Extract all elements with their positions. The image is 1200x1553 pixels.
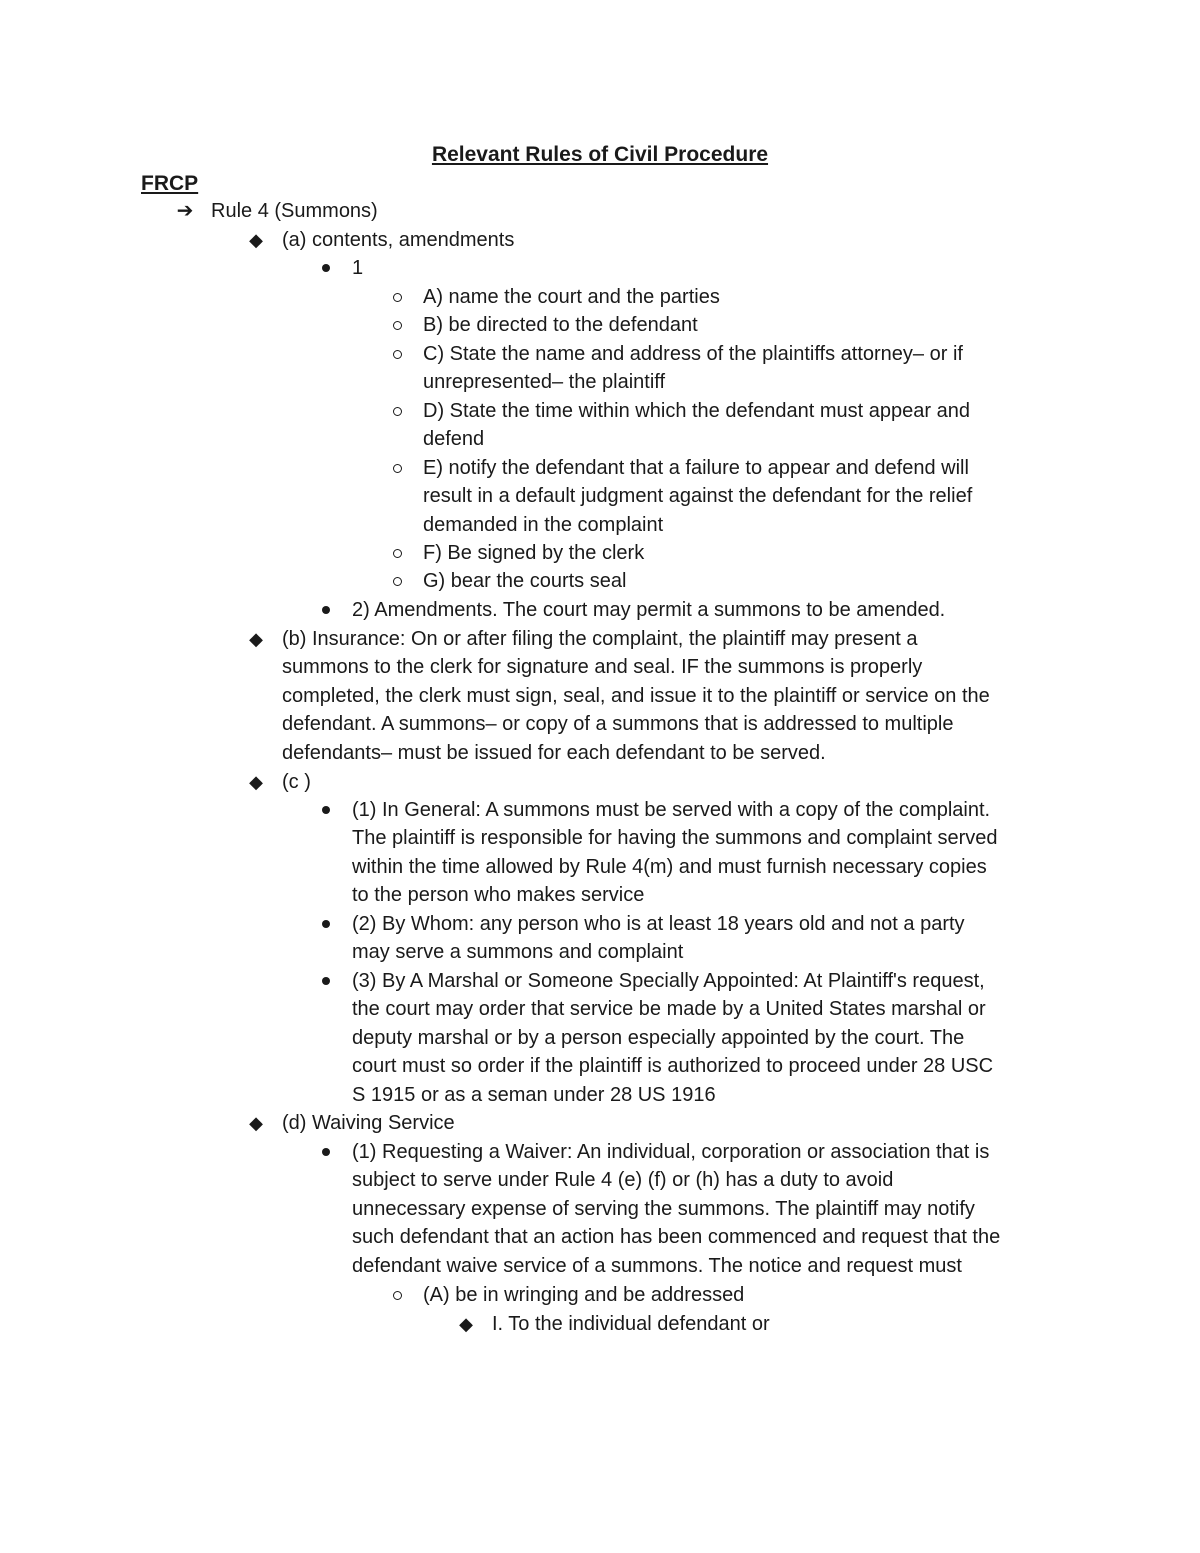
filled-dot-bullet-icon: [314, 254, 338, 282]
diamond-bullet-icon: ◆: [249, 1113, 263, 1133]
section-heading-frcp: FRCP: [141, 172, 199, 195]
filled-dot-bullet-icon: [314, 1138, 338, 1166]
hollow-circle-bullet-icon: [385, 340, 409, 368]
list-item-1: 1: [352, 254, 363, 282]
diamond-bullet-icon: ◆: [249, 772, 263, 792]
filled-dot-bullet-icon: [314, 796, 338, 824]
list-item-b-directed: B) be directed to the defendant: [423, 311, 698, 339]
list-item-c-state-name: C) State the name and address of the plaintiffs attorney– or if unrepresented– the plaintiff: [423, 340, 963, 397]
list-item-b-insurance: ◆ (b) Insurance: On or after filing the complaint, the plaintiff may present a summons to the clerk for signature and seal. IF the summons is properly completed, the clerk must sign, seal, and issue it to the plaintiff or service on the defendant. A summons– or copy of a summons that is addressed to multiple defendants– must be issued for each defendant to be served.: [282, 625, 990, 767]
list-item-g-seal: G) bear the courts seal: [423, 567, 626, 595]
diamond-bullet-icon: ◆: [459, 1314, 473, 1334]
list-item-c1-in-general: (1) In General: A summons must be served with a copy of the complaint. The plaintiff is responsible for having the summons and complaint served within the time allowed by Rule 4(m) and must furnish necessary copies to the person who makes service: [352, 796, 998, 910]
hollow-circle-bullet-icon: [385, 1281, 409, 1309]
document-title: Relevant Rules of Civil Procedure: [431, 143, 769, 166]
list-item-a-contents: ◆ (a) contents, amendments: [282, 226, 514, 254]
list-item-2-amendments: 2) Amendments. The court may permit a summons to be amended.: [352, 596, 945, 624]
list-item-i-individual-defendant: ◆ I. To the individual defendant or: [492, 1310, 770, 1338]
list-item-c2-by-whom: (2) By Whom: any person who is at least 18 years old and not a party may serve a summons and complaint: [352, 910, 965, 967]
list-item-a-in-writing: (A) be in wringing and be addressed: [423, 1281, 744, 1309]
hollow-circle-bullet-icon: [385, 454, 409, 482]
filled-dot-bullet-icon: [314, 596, 338, 624]
arrow-bullet-icon: ➔: [176, 200, 194, 222]
filled-dot-bullet-icon: [314, 910, 338, 938]
list-item-c: ◆ (c ): [282, 768, 311, 796]
hollow-circle-bullet-icon: [385, 283, 409, 311]
list-item-e-notify: E) notify the defendant that a failure to appear and defend will result in a default judgment against the defendant for the relief demanded in the complaint: [423, 454, 972, 539]
hollow-circle-bullet-icon: [385, 539, 409, 567]
list-item-rule-4: ➔ Rule 4 (Summons): [211, 197, 378, 225]
diamond-bullet-icon: ◆: [249, 230, 263, 250]
list-item-f-signed: F) Be signed by the clerk: [423, 539, 644, 567]
list-item-c3-by-marshal: (3) By A Marshal or Someone Specially Appointed: At Plaintiff's request, the court may order that service be made by a United States marshal or deputy marshal or by a person especially appointed by the court. The court must so order if the plaintiff is authorized to proceed under 28 USC S 1915 or as a seman under 28 US 1916: [352, 967, 993, 1109]
hollow-circle-bullet-icon: [385, 397, 409, 425]
hollow-circle-bullet-icon: [385, 567, 409, 595]
list-item-d1-requesting-waiver: (1) Requesting a Waiver: An individual, corporation or association that is subject to serve under Rule 4 (e) (f) or (h) has a duty to avoid unnecessary expense of serving the summons. The plaintiff may notify such defendant that an action has been commenced and request that the defendant waive service of a summons. The notice and request must: [352, 1138, 1000, 1280]
list-item-d-waiving-service: ◆ (d) Waiving Service: [282, 1109, 455, 1137]
hollow-circle-bullet-icon: [385, 311, 409, 339]
filled-dot-bullet-icon: [314, 967, 338, 995]
diamond-bullet-icon: ◆: [249, 629, 263, 649]
list-item-d-state-time: D) State the time within which the defendant must appear and defend: [423, 397, 970, 454]
list-item-a-name-court: A) name the court and the parties: [423, 283, 720, 311]
